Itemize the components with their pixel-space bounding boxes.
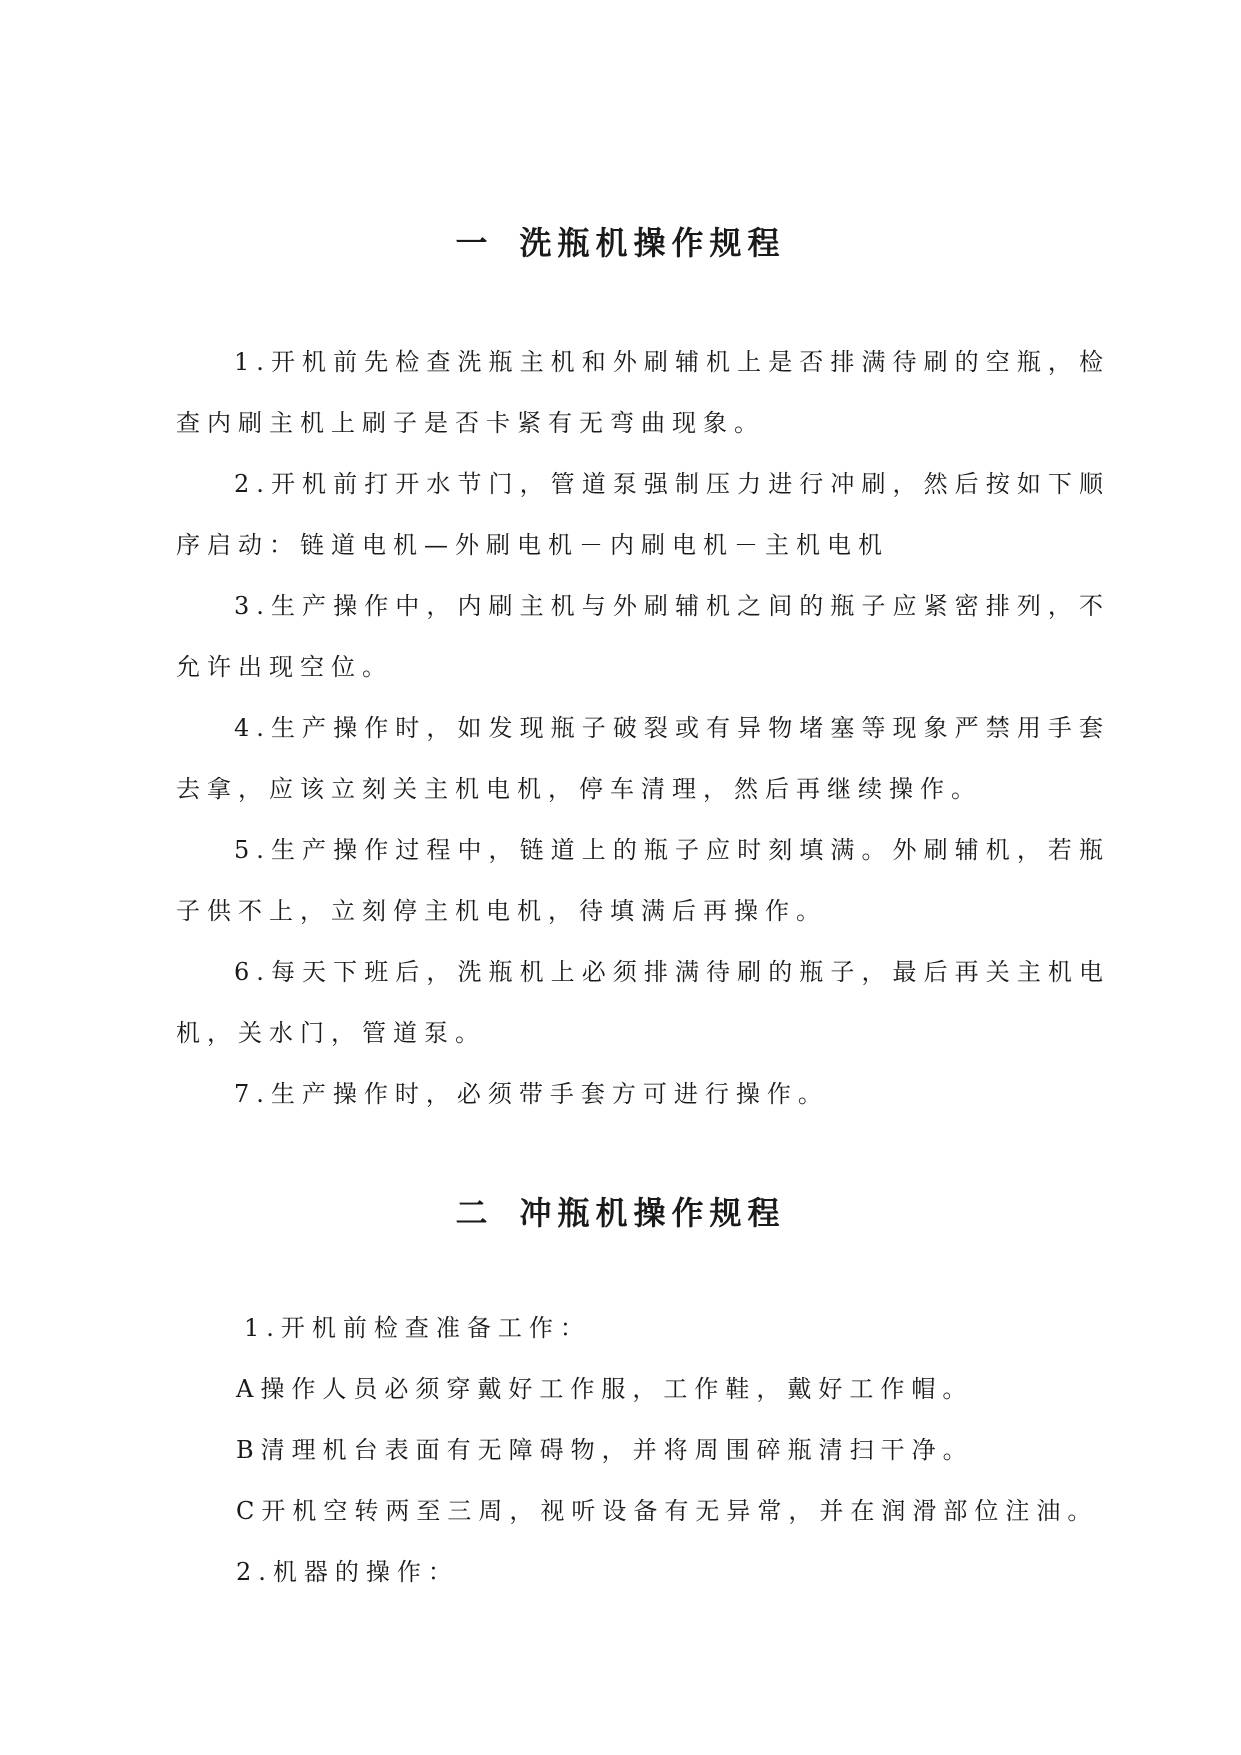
section-2-item-2: 2.机器的操作： — [236, 1558, 459, 1586]
section-1-paragraph: 2.开机前打开水节门，管道泵强制压力进行冲刷，然后按如下顺序启动：链道电机—外刷电机－内刷电机－主机电机 — [176, 470, 1110, 559]
section-1-title-text: 洗瓶机操作规程 — [519, 224, 786, 262]
section-1-body — [176, 332, 1110, 1125]
section-2-title — [0, 1188, 1241, 1234]
section-2-sub-c: C开机空转两至三周，视听设备有无异常，并在润滑部位注油。 — [236, 1497, 1099, 1525]
section-2-number: 二 — [455, 1194, 494, 1232]
section-1-paragraph: 5.生产操作过程中，链道上的瓶子应时刻填满。外刷辅机，若瓶子供不上，立刻停主机电机，待填满后再操作。 — [176, 836, 1110, 925]
section-2-sub-a: A操作人员必须穿戴好工作服，工作鞋，戴好工作帽。 — [236, 1375, 974, 1403]
section-2-sub-b: B清理机台表面有无障碍物，并将周围碎瓶清扫干净。 — [236, 1436, 974, 1464]
section-1-paragraph: 3.生产操作中，内刷主机与外刷辅机之间的瓶子应紧密排列，不允许出现空位。 — [176, 592, 1110, 681]
section-1-title — [0, 218, 1241, 264]
section-2-item-1: 1.开机前检查准备工作： — [244, 1314, 591, 1342]
section-1-paragraph: 4.生产操作时，如发现瓶子破裂或有异物堵塞等现象严禁用手套去拿，应该立刻关主机电机，停车清理，然后再继续操作。 — [176, 714, 1110, 803]
section-1-paragraph: 1.开机前先检查洗瓶主机和外刷辅机上是否排满待刷的空瓶，检查内刷主机上刷子是否卡紧有无弯曲现象。 — [176, 348, 1110, 437]
section-2-body — [176, 1298, 1110, 1603]
section-1-paragraph: 6.每天下班后，洗瓶机上必须排满待刷的瓶子，最后再关主机电机，关水门，管道泵。 — [176, 958, 1110, 1047]
section-1-number: 一 — [455, 224, 494, 262]
section-1-paragraph: 7.生产操作时，必须带手套方可进行操作。 — [234, 1080, 829, 1108]
section-2-title-text: 冲瓶机操作规程 — [519, 1194, 786, 1232]
